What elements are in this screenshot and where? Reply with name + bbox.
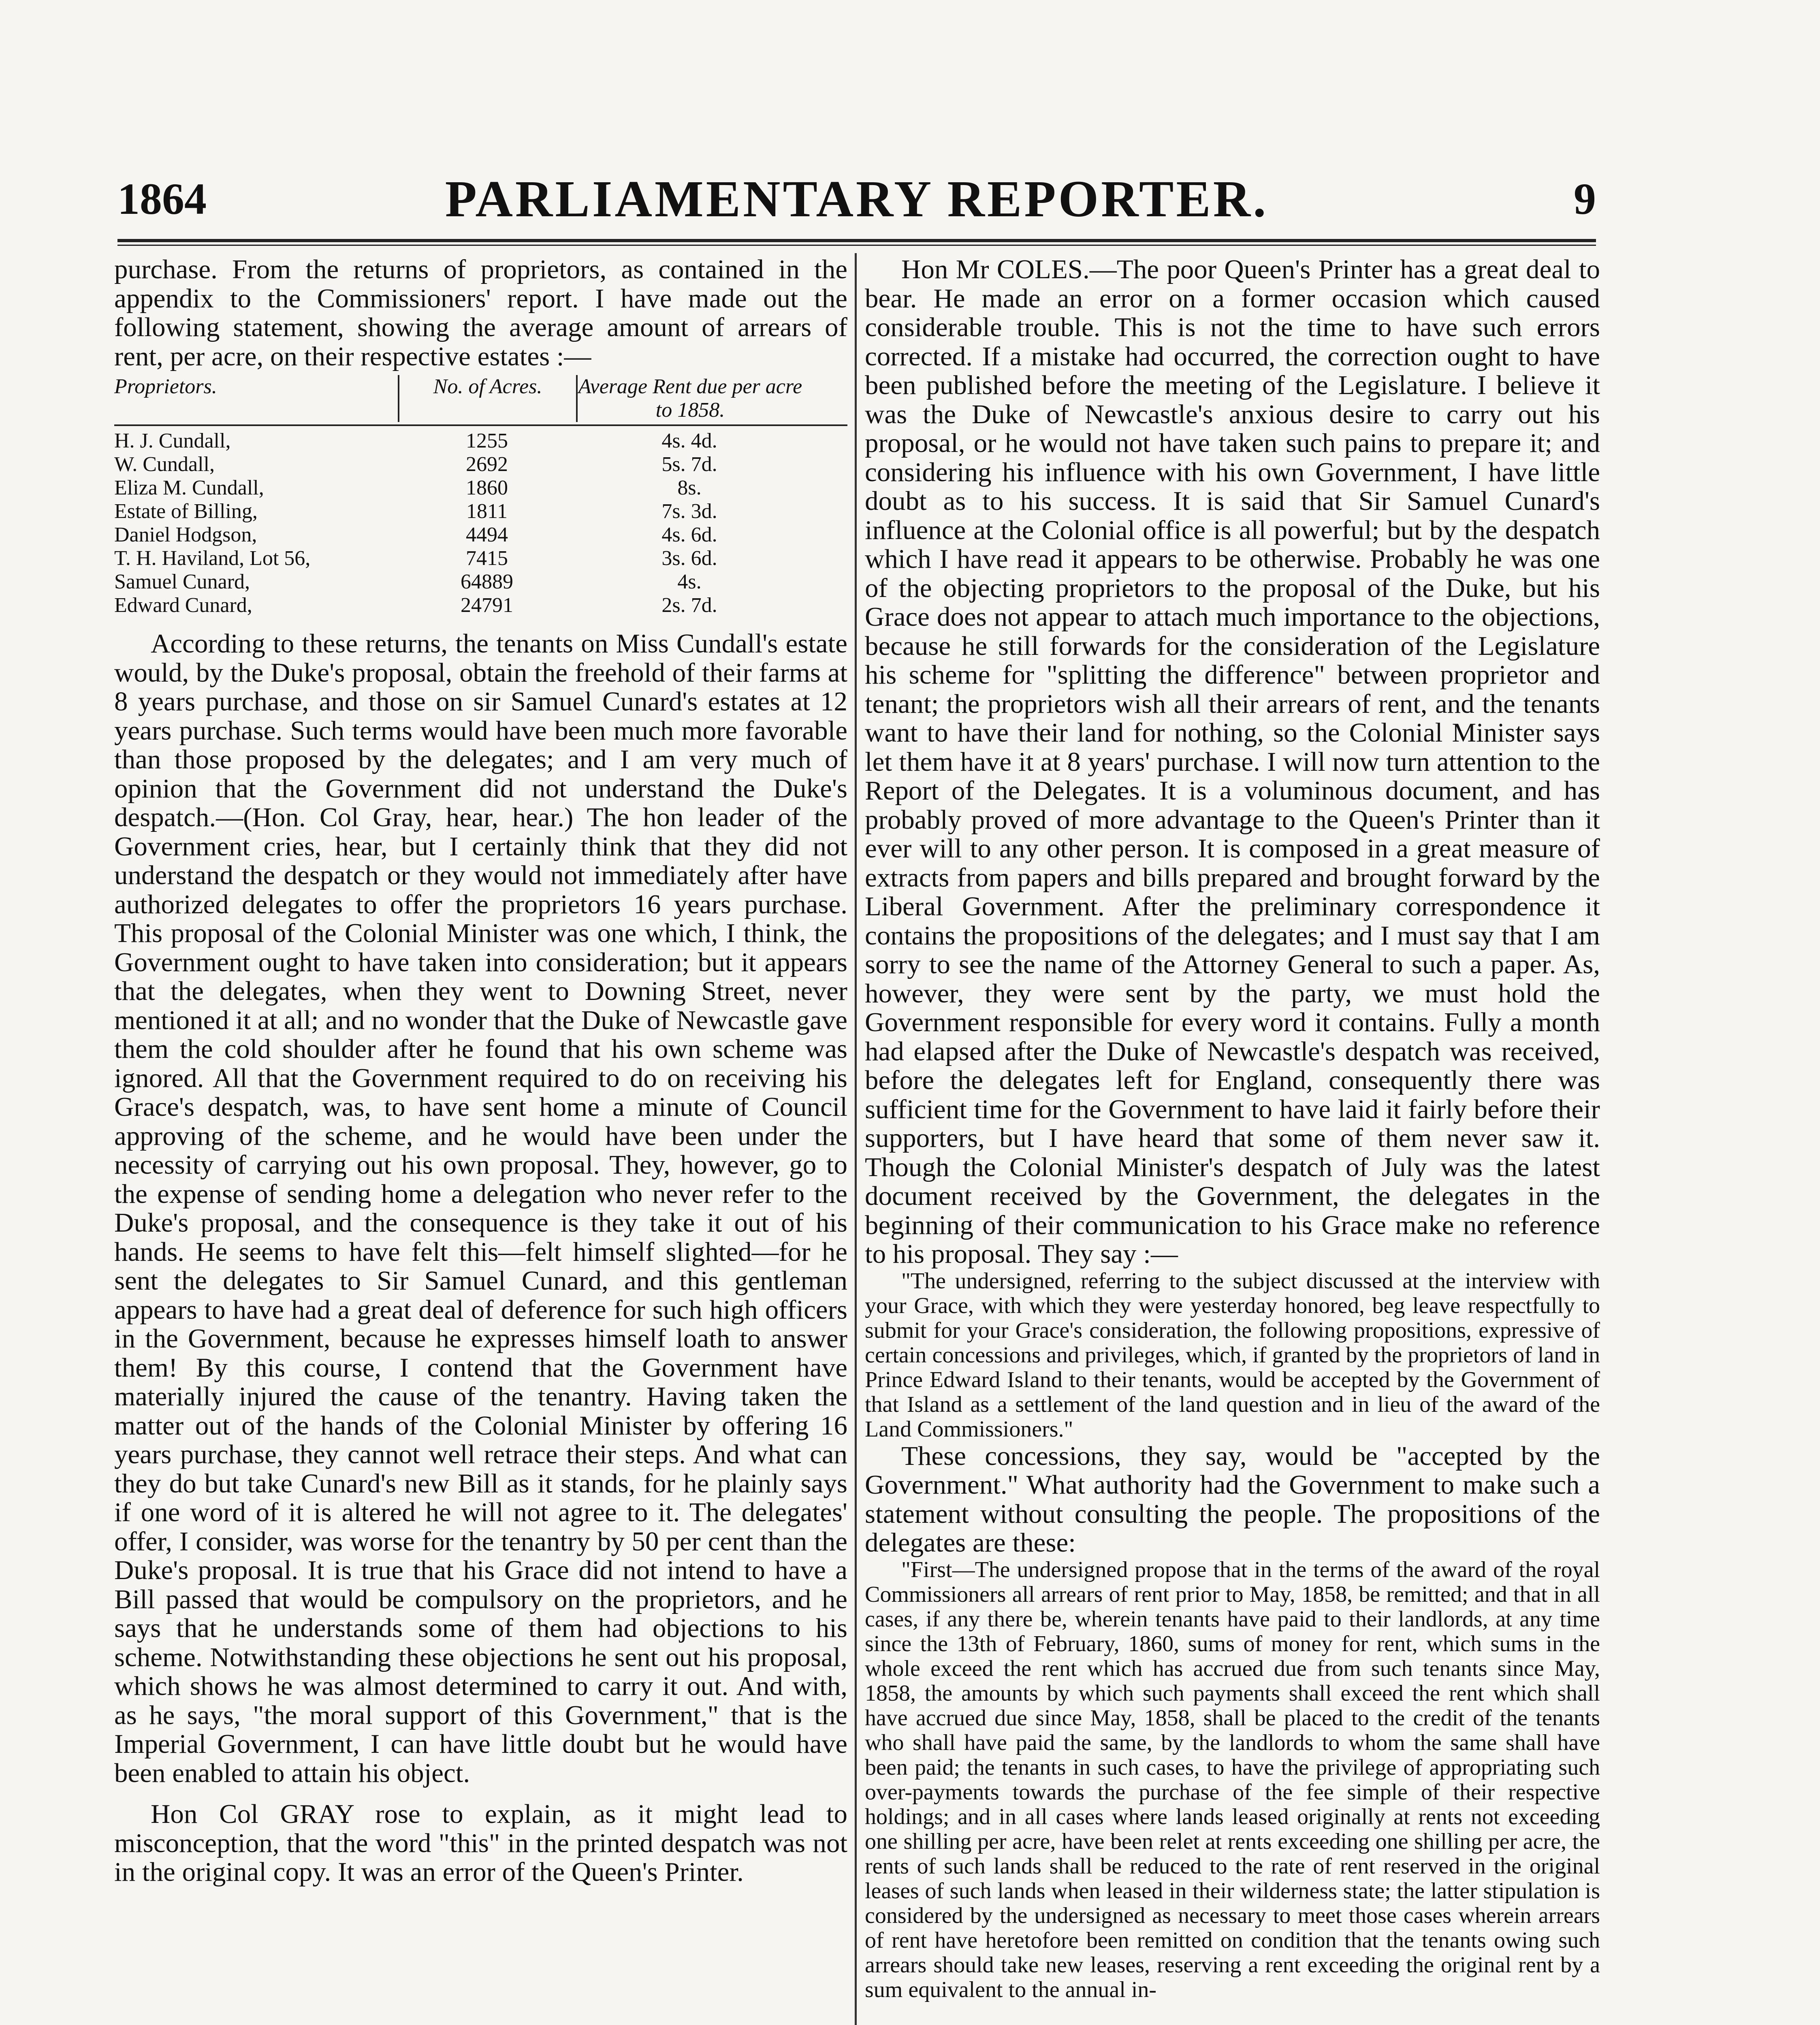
table-cell: 2692 — [466, 453, 508, 476]
right-paragraph-1: Hon Mr COLES.—The poor Queen's Printer has a great deal to bear. He made an error on a former occasion which caused considerable trouble. This is not the time to have such errors corrected. If a mistake had occurred, the correction ought to have been published before the meeting of the Legislature. I believe it was the Duke of Newcastle's anxious desire to carry out his proposal, or he would not have taken such pains to prepare it; and considering his influence with his own Government, I have little doubt as to his success. It is said that Sir Samuel Cunard's influence at the Colonial office is all powerful; but by the despatch which I have read it appears to be otherwise. Probably he was one of the objecting proprietors to the proposal of the Duke, but his Grace does not appear to attach much importance to the objections, because he still forwards for the consideration of the Legislature his scheme for "splitting the difference" between proprietor and tenant; the proprietors wish all their arrears of rent, and the tenants want to have their land for nothing, so the Colonial Minister says let them have it at 8 years' purchase. I will now turn attention to the Report of the Delegates. It is a voluminous document, and has probably proved of more advantage to the Queen's Printer than it ever will to any other person. It is composed in a great measure of extracts from papers and bills prepared and brought forward by the Liberal Government. After the preliminary correspondence it contains the propositions of the delegates; and I must say that I am sorry to see the name of the Attorney General to such a paper. As, however, they were sent by the party, we must hold the Government responsible for every word it contains. Fully a month had elapsed after the Duke of Newcastle's despatch was received, before the delegates left for England, consequently there was sufficient time for the Government to have laid it fairly before their supporters, but I have heard that some of them never saw it. Though the Colonial Minister's despatch of July was the latest document received by the Government, the delegates in the beginning of their communication to his Grace make no reference to his proposal. They say :— — [865, 254, 1600, 1269]
page-number: 9 — [1574, 174, 1596, 224]
table-header-row — [114, 375, 847, 426]
table-cell: T. H. Haviland, Lot 56, — [114, 547, 311, 570]
header-year: 1864 — [117, 174, 207, 224]
right-paragraph-2: These concessions, they say, would be "accepted by the Government." What authority had the Government to make such a statement without consulting the people. The propositions of the delegates are these: — [865, 1441, 1600, 1558]
table-cell: 4494 — [466, 523, 508, 546]
table-cell: Edward Cunard, — [114, 594, 252, 617]
header-rule-thin — [117, 245, 1596, 246]
table-cell: W. Cundall, — [114, 453, 215, 476]
quoted-submission: "The undersigned, referring to the subject discussed at the interview with your Grace, with which they were yesterday honored, beg leave respectfully to submit for your Grace's consideration, the following propositions, expressive of certain concessions and privileges, which, if granted by the proprietors of land in Prince Edward Island to their tenants, would be accepted by the Government of that Island as a settlement of the land question and in lieu of the award of the Land Commissioners." — [865, 1268, 1600, 1442]
table-cell: H. J. Cundall, — [114, 429, 231, 452]
left-paragraph-3: Hon Col GRAY rose to explain, as it might lead to misconception, that the word "this" in the printed despatch was not in the original copy. It was an error of the Queen's Printer. — [114, 1799, 847, 1887]
table-row — [114, 429, 847, 453]
header-title: PARLIAMENTARY REPORTER. — [445, 170, 1269, 228]
column-divider — [855, 253, 857, 2025]
table-header-acres: No. of Acres. — [398, 375, 576, 422]
table-cell: 4s. 6d. — [661, 523, 717, 546]
arrears-table — [114, 375, 847, 617]
table-row — [114, 476, 847, 500]
header-rule — [117, 239, 1596, 242]
table-row — [114, 570, 847, 594]
table-row — [114, 547, 847, 570]
table-cell: Daniel Hodgson, — [114, 523, 257, 546]
quoted-proposition-first: "First—The undersigned propose that in the terms of the award of the royal Commissioners all arrears of rent prior to May, 1858, be remitted; and that in all cases, if any there be, wherein tenants have paid to their landlords, at any time since the 13th of February, 1860, sums of money for rent, which sums in the whole exceed the rent which has accrued due from such tenants since May, 1858, the amounts by which such payments shall exceed the rent which shall have accrued due since May, 1858, shall be placed to the credit of the tenants who shall have paid the same, by the landlords to whom the same shall have been paid; the tenants in such cases, to have the privilege of appropriating such over-payments towards the purchase of the fee simple of their respective holdings; and in all cases where lands leased originally at rents not exceeding one shilling per acre, have been relet at rents exceeding one shilling per acre, the rents of such lands shall be reduced to the rate of rent reserved in the original leases of such lands when leased in their wilderness state; the latter stipulation is considered by the undersigned as necessary to meet those cases wherein arrears of rent have heretofore been remitted on condition that the tenants owing such arrears should take new leases, reserving a rent exceeding the original rent by a sum equivalent to the annual in- — [865, 1557, 1600, 2002]
table-cell: Estate of Billing, — [114, 500, 258, 523]
table-cell: 1255 — [466, 429, 508, 452]
table-cell: 1860 — [466, 476, 508, 499]
left-paragraph-1: purchase. From the returns of proprietors, as contained in the appendix to the Commissioners' report. I have made out the following statement, showing the average amount of arrears of rent, per acre, on their respective estates :— — [114, 254, 847, 371]
table-header-rent: Average Rent due per acre to 1858. — [576, 375, 803, 422]
table-cell: 4s. 4d. — [661, 429, 717, 452]
table-cell: Eliza M. Cundall, — [114, 476, 264, 499]
table-cell: 5s. 7d. — [661, 453, 717, 476]
left-paragraph-2: According to these returns, the tenants on Miss Cundall's estate would, by the Duke's proposal, obtain the freehold of their farms at 8 years purchase, and those on sir Samuel Cunard's estates at 12 years purchase. Such terms would have been much more favorable than those proposed by the delegates; and I am very much of opinion that the Government did not understand the Duke's despatch.—(Hon. Col Gray, hear, hear.) The hon leader of the Government cries, hear, but I certainly think that they did not understand the despatch or they would not immediately after have authorized delegates to offer the proprietors 16 years purchase. This proposal of the Colonial Minister was one which, I think, the Government ought to have taken into consideration; but it appears that the delegates, when they went to Downing Street, never mentioned it at all; and no wonder that the Duke of Newcastle gave them the cold shoulder after he found that his own scheme was ignored. All that the Government required to do on receiving his Grace's despatch, was, to have sent home a minute of Council approving of the scheme, and he would have been under the necessity of carrying out his own proposal. They, however, go to the expense of sending home a delegation who never refer to the Duke's proposal, and the consequence is they take it out of his hands. He seems to have felt this—felt himself slighted—for he sent the delegates to Sir Samuel Cunard, and this gentleman appears to have had a great deal of deference for such high officers in the Government, because he expresses himself loath to answer them! By this course, I contend that the Government have materially injured the cause of the tenantry. Having taken the matter out of the hands of the Colonial Minister by offering 16 years purchase, they cannot well retrace their steps. And what can they do but take Cunard's new Bill as it stands, for he plainly says if one word of it is altered he will not agree to it. The delegates' offer, I consider, was worse for the tenantry by 50 per cent than the Duke's proposal. It is true that his Grace did not intend to have a Bill passed that would be compulsory on the proprietors, and he says that he understands some of them had objections to his scheme. Notwithstanding these objections he sent out his proposal, which shows he was almost determined to carry it out. And with, as he says, "the moral support of this Government," that is the Imperial Government, I can have little doubt but he would have been enabled to attain his object. — [114, 629, 847, 1788]
table-cell: 4s. — [677, 570, 702, 593]
table-row — [114, 453, 847, 476]
table-cell: 64889 — [461, 570, 513, 593]
table-cell: 3s. 6d. — [661, 547, 717, 570]
table-cell: 24791 — [461, 594, 513, 617]
table-row — [114, 500, 847, 523]
table-cell: 7s. 3d. — [661, 500, 717, 523]
left-column — [114, 255, 847, 1887]
right-column — [865, 255, 1600, 2002]
table-cell: 1811 — [466, 500, 508, 523]
table-cell: 8s. — [677, 476, 702, 499]
table-cell: Samuel Cunard, — [114, 570, 250, 593]
page-header — [117, 169, 1596, 230]
table-row — [114, 594, 847, 617]
table-header-proprietors: Proprietors. — [114, 375, 217, 398]
table-cell: 2s. 7d. — [661, 594, 717, 617]
table-row — [114, 523, 847, 547]
table-cell: 7415 — [466, 547, 508, 570]
